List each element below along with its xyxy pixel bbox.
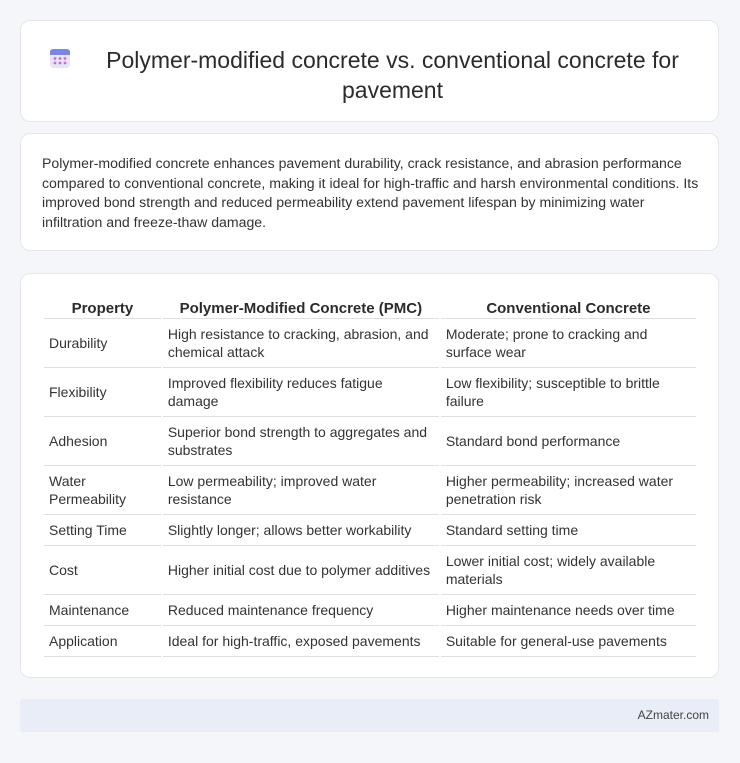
cell-conventional: Low flexibility; susceptible to brittle failure: [441, 368, 696, 417]
table-row: [44, 319, 696, 368]
table-row: [44, 546, 696, 595]
cell-pmc: Ideal for high-traffic, exposed pavements: [163, 626, 439, 657]
cell-conventional: Standard bond performance: [441, 417, 696, 466]
page-title: Polymer-modified concrete vs. conventional concrete for pavement: [106, 47, 679, 103]
footer-brand[interactable]: AZmater.com: [637, 708, 709, 722]
table-row: [44, 515, 696, 546]
table-row: [44, 466, 696, 515]
table-row: [44, 368, 696, 417]
table-row: [44, 417, 696, 466]
comparison-table: [42, 295, 698, 657]
table-row: [44, 626, 696, 657]
header-property: Property: [44, 295, 161, 319]
calendar-icon: [48, 46, 72, 70]
cell-property: Water Permeability: [44, 466, 161, 515]
cell-conventional: Lower initial cost; widely available materials: [441, 546, 696, 595]
cell-pmc: Higher initial cost due to polymer additives: [163, 546, 439, 595]
cell-property: Maintenance: [44, 595, 161, 626]
cell-conventional: Moderate; prone to cracking and surface wear: [441, 319, 696, 368]
header-pmc: Polymer-Modified Concrete (PMC): [163, 295, 439, 319]
summary-text: Polymer-modified concrete enhances pavement durability, crack resistance, and abrasion performance compared to conventional concrete, making it ideal for high-traffic and harsh environmental conditions. Its improved bond strength and reduced permeability extend pavement lifespan by minimizing water infiltration and freeze-thaw damage.: [42, 155, 699, 230]
table-header-row: [44, 295, 696, 319]
cell-conventional: Standard setting time: [441, 515, 696, 546]
cell-pmc: Low permeability; improved water resistance: [163, 466, 439, 515]
cell-pmc: Superior bond strength to aggregates and substrates: [163, 417, 439, 466]
header-conventional: Conventional Concrete: [441, 295, 696, 319]
cell-property: Setting Time: [44, 515, 161, 546]
footer-bar: [20, 699, 719, 732]
cell-conventional: Higher permeability; increased water penetration risk: [441, 466, 696, 515]
cell-pmc: High resistance to cracking, abrasion, and chemical attack: [163, 319, 439, 368]
cell-property: Application: [44, 626, 161, 657]
title-wrap: [21, 45, 718, 105]
table-row: [44, 595, 696, 626]
cell-pmc: Slightly longer; allows better workability: [163, 515, 439, 546]
cell-property: Cost: [44, 546, 161, 595]
table-card: [20, 273, 719, 678]
cell-property: Adhesion: [44, 417, 161, 466]
cell-property: Durability: [44, 319, 161, 368]
summary-card: [20, 133, 719, 251]
cell-conventional: Suitable for general-use pavements: [441, 626, 696, 657]
cell-pmc: Improved flexibility reduces fatigue damage: [163, 368, 439, 417]
cell-property: Flexibility: [44, 368, 161, 417]
cell-pmc: Reduced maintenance frequency: [163, 595, 439, 626]
title-card: [20, 20, 719, 122]
cell-conventional: Higher maintenance needs over time: [441, 595, 696, 626]
